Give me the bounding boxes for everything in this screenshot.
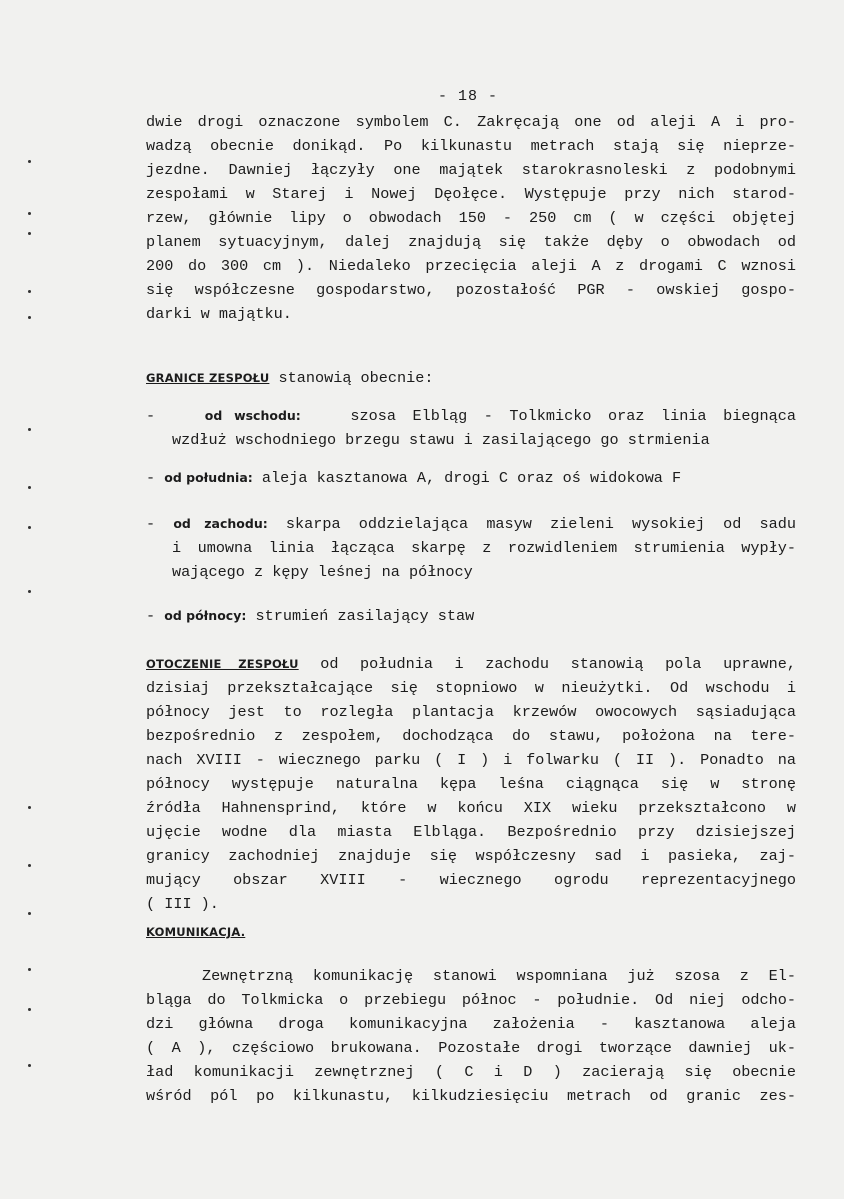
scan-speck xyxy=(28,864,31,867)
scan-speck xyxy=(28,232,31,235)
text-line: ( III ). xyxy=(146,895,219,913)
text-line: wzdłuż wschodniego brzegu stawu i zasilającego go strmienia xyxy=(172,431,710,449)
scan-speck xyxy=(28,806,31,809)
text-line: bezpośrednio z zespołem, dochodząca do stawu, położona na tere- xyxy=(146,727,796,745)
text-line: 200 do 300 cm ). Niedaleko przecięcia aleji A z drogami C wznosi xyxy=(146,257,796,275)
section-heading: KOMUNIKACJA. xyxy=(146,925,246,939)
boundary-item-west: - od zachodu: skarpa oddzielająca masyw zieleni wysokiej od sadu xyxy=(146,515,796,533)
scan-speck xyxy=(28,290,31,293)
scan-speck xyxy=(28,912,31,915)
text-line: ujęcie wodne dla miasta Elbląga. Bezpośrednio przy dzisiejszej xyxy=(146,823,796,841)
page-number: - 18 - xyxy=(438,88,499,105)
text-line: dzisiaj przekształcające się stopniowo w nieużytki. Od wschodu i xyxy=(146,679,796,697)
scan-speck xyxy=(28,1064,31,1067)
komunikacja-heading-line xyxy=(146,920,796,944)
text-line: Zewnętrzną komunikację stanowi wspomniana już szosa z El- xyxy=(202,967,796,985)
section-heading: OTOCZENIE ZESPOŁU xyxy=(146,657,299,671)
text-line: zespołami w Starej i Nowej Dęołęce. Występuje przy nich starod- xyxy=(146,185,796,203)
scan-speck xyxy=(28,316,31,319)
text-line: wadzą obecnie donikąd. Po kilkunastu metrach stają się nieprze- xyxy=(146,137,796,155)
boundary-label: od południa: xyxy=(164,470,253,485)
scan-speck xyxy=(28,590,31,593)
boundary-label: od północy: xyxy=(164,608,247,623)
granice-heading-line xyxy=(146,366,796,390)
granice-intro: stanowią obecnie: xyxy=(278,369,434,387)
scan-speck xyxy=(28,486,31,489)
boundary-label: od wschodu: xyxy=(204,408,301,423)
text-line: mujący obszar XVIII - wiecznego ogrodu reprezentacyjnego xyxy=(146,871,796,889)
boundary-item-north: - od północy: strumień zasilający staw xyxy=(146,607,475,625)
text-line: jezdne. Dawniej łączyły one majątek starokrasnoleski z podobnymi xyxy=(146,161,796,179)
text-line: północy jest to rozległa plantacja krzewów owocowych sąsiadująca xyxy=(146,703,796,721)
scan-speck xyxy=(28,1008,31,1011)
text-line: planem sytuacyjnym, dalej znajdują się także dęby o obwodach od xyxy=(146,233,796,251)
text-line: wającego z kępy leśnej na północy xyxy=(172,563,473,581)
text-line: północy występuje naturalna kępa leśna ciągnąca się w stronę xyxy=(146,775,796,793)
text-line: ( A ), częściowo brukowana. Pozostałe drogi tworzące dawniej uk- xyxy=(146,1039,796,1057)
text-line: ład komunikacji zewnętrznej ( C i D ) zacierają się obecnie xyxy=(146,1063,796,1081)
text-line: dwie drogi oznaczone symbolem C. Zakręcają one od aleji A i pro- xyxy=(146,113,796,131)
scan-speck xyxy=(28,212,31,215)
text-line: źródła Hahnensprind, które w końcu XIX wieku przekształcono w xyxy=(146,799,796,817)
text-line: i umowna linia łącząca skarpę z rozwidleniem strumienia wypły- xyxy=(172,539,796,557)
scan-speck xyxy=(28,968,31,971)
scan-speck xyxy=(28,428,31,431)
otoczenie-first-line: OTOCZENIE ZESPOŁU od południa i zachodu stanowią pola uprawne, xyxy=(146,655,796,673)
scan-speck xyxy=(28,160,31,163)
text-line: darki w majątku. xyxy=(146,305,292,323)
text-line: nach XVIII - wiecznego parku ( I ) i folwarku ( II ). Ponadto na xyxy=(146,751,796,769)
text-line: bląga do Tolkmicka o przebiegu północ - południe. Od niej odcho- xyxy=(146,991,796,1009)
text-line: granicy zachodniej znajduje się współczesny sad i pasieka, zaj- xyxy=(146,847,796,865)
text-line: dzi główna droga komunikacyjna założenia - kasztanowa aleja xyxy=(146,1015,796,1033)
boundary-label: od zachodu: xyxy=(173,516,268,531)
scan-speck xyxy=(28,526,31,529)
text-line: się współczesne gospodarstwo, pozostałość PGR - owskiej gospo- xyxy=(146,281,796,299)
boundary-item-south: - od południa: aleja kasztanowa A, drogi C oraz oś widokowa F xyxy=(146,469,682,487)
boundary-item-east: - od wschodu: szosa Elbląg - Tolkmicko oraz linia biegnąca xyxy=(146,407,796,425)
text-line: wśród pól po kilkunastu, kilkudziesięciu metrach od granic zes- xyxy=(146,1087,796,1105)
text-line: rzew, głównie lipy o obwodach 150 - 250 cm ( w części objętej xyxy=(146,209,796,227)
section-heading: GRANICE ZESPOŁU xyxy=(146,371,270,385)
